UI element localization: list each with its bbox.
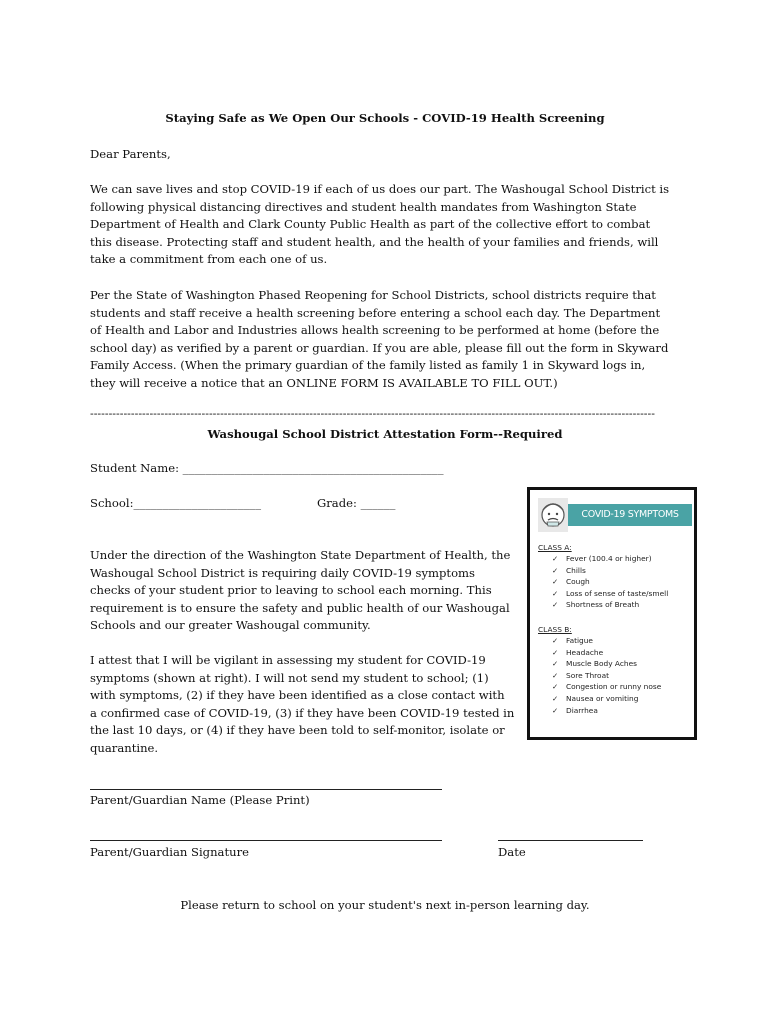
symptom-item [554,565,694,577]
symptom-item [554,553,694,565]
checkmark-icon: ✓ [552,577,559,587]
symptoms-list [538,542,694,716]
symptom-label: Muscle Body Aches [566,659,638,669]
checkmark-icon: ✓ [552,635,559,645]
symptom-item [554,588,694,600]
symptom-label: Headache [566,647,604,657]
symptom-item [554,670,694,682]
symptom-label: Chills [566,565,586,575]
direction-paragraph: Under the direction of the Washington State Department of Health, the Washougal School District is requiring daily COVID-19 symptoms checks of your student prior to leaving to school each morning. This requirement is to ensure the safety and public health of our Washougal Schools and our greater Washougal community. [90,548,511,633]
document-title: Staying Safe as We Open Our Schools - COVID-19 Health Screening [165,111,605,125]
checkmark-icon: ✓ [552,659,559,669]
signature-label: Parent/Guardian Signature [90,845,249,859]
intro-paragraph: We can save lives and stop COVID-19 if each of us does our part. The Washougal School District is following physical distancing directives and student health mandates from Washington State Department of Health and Clark County Public Health as part of the collective effort to combat this disease. Protecting staff and student health, and the health of your families and friends, will take a commitment from each one of us. [90,182,670,267]
symptoms-header [538,498,688,532]
section-divider: -------------------------------------------------------------------------------------------------------------------------------------------------------- [90,407,655,420]
checkmark-icon: ✓ [552,682,559,692]
symptom-label: Congestion or runny nose [566,682,662,692]
symptom-item [554,693,694,705]
class-b-label: CLASS B: [538,624,572,634]
symptom-label: Sore Throat [566,670,610,680]
symptom-item [554,705,694,717]
footer-note: Please return to school on your student's next in-person learning day. [180,898,590,912]
signature-line[interactable] [90,840,442,841]
class-b-list [554,635,694,716]
checkmark-icon: ✓ [552,693,559,703]
symptom-label: Fatigue [566,635,593,645]
name-print-line[interactable] [90,789,442,790]
screening-paragraph: Per the State of Washington Phased Reopening for School Districts, school districts require that students and staff receive a health screening before entering a school each day. The Department of Health and Labor and Industries allows health screening to be performed at home (before the school day) as verified by a parent or guardian. If you are able, please fill out the form in Skyward Family Access. (When the primary guardian of the family listed as family 1 in Skyward logs in, they will receive a notice that an ONLINE FORM IS AVAILABLE TO FILL OUT.) [90,288,669,390]
school-field[interactable]: School:______________________ [90,496,262,510]
symptoms-banner: COVID-19 SYMPTOMS [568,504,692,526]
symptom-item [554,658,694,670]
symptom-label: Diarrhea [566,705,598,715]
checkmark-icon: ✓ [552,554,559,563]
checkmark-icon: ✓ [552,705,559,715]
checkmark-icon: ✓ [552,670,559,680]
symptom-label: Nausea or vomiting [566,693,639,703]
student-name-field[interactable]: Student Name: _____________________________________________ [90,461,444,475]
symptom-item [554,576,694,588]
grade-field[interactable]: Grade: ______ [317,496,396,510]
form-title: Washougal School District Attestation Form--Required [207,427,563,441]
attestation-paragraph: I attest that I will be vigilant in assessing my student for COVID-19 symptoms (shown at right). I will not send my student to school; (1) with symptoms, (2) if they have been identified as a close contact with a confirmed case of COVID-19, (3) if they have been COVID-19 tested in the last 10 days, or (4) if they have been told to self-monitor, isolate or quarantine. [90,653,515,755]
symptom-item [554,681,694,693]
covid-symptoms-panel [527,487,697,740]
checkmark-icon: ✓ [552,647,559,657]
class-a-label: CLASS A: [538,543,572,552]
date-label: Date [498,845,526,859]
person-face-icon [538,498,568,532]
symptom-label: Shortness of Breath [566,600,640,610]
symptom-item [554,635,694,647]
symptom-label: Cough [566,577,590,587]
checkmark-icon: ✓ [552,565,559,575]
name-print-label: Parent/Guardian Name (Please Print) [90,793,310,807]
checkmark-icon: ✓ [552,600,559,610]
symptom-item [554,599,694,611]
symptom-label: Loss of sense of taste/smell [566,588,669,598]
date-line[interactable] [498,840,643,841]
checkmark-icon: ✓ [552,588,559,598]
salutation: Dear Parents, [90,147,171,161]
symptom-label: Fever (100.4 or higher) [566,554,652,563]
class-a-list [554,553,694,611]
symptom-item [554,647,694,659]
